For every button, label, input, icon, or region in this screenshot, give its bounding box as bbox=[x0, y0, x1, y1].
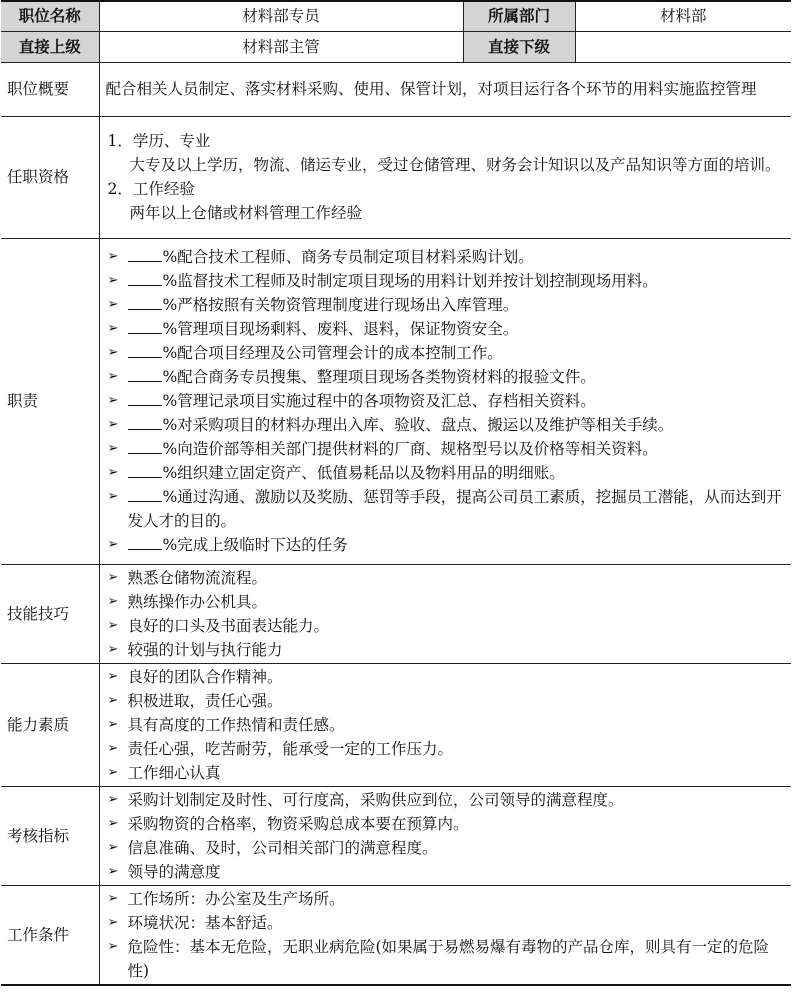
arrow-bullet-icon: ➢ bbox=[107, 692, 119, 708]
list-item-text: %组织建立固定资产、低值易耗品以及物料用品的明细账。 bbox=[162, 464, 565, 482]
qualification-heading-education: 1．学历、专业 bbox=[107, 132, 211, 150]
arrow-bullet-icon: ➢ bbox=[107, 617, 119, 633]
list-item-text: %通过沟通、激励以及奖励、惩罚等手段，提高公司员工素质，挖掘员工潜能，从而达到开发人才的目的。 bbox=[127, 488, 782, 530]
list-item-text: 危险性：基本无危险，无职业病危险(如果属于易燃易爆有毒物的产品仓库，则具有一定的危险性) bbox=[127, 937, 770, 980]
conditions-list bbox=[99, 885, 791, 985]
list-item-text: %配合商务专员搜集、整理项目现场各类物资材料的报验文件。 bbox=[162, 368, 596, 386]
header-row-1 bbox=[1, 1, 791, 31]
skills-row bbox=[1, 564, 791, 663]
arrow-bullet-icon: ➢ bbox=[107, 369, 119, 384]
superior-label: 直接上级 bbox=[1, 31, 99, 62]
arrow-bullet-icon: ➢ bbox=[107, 489, 119, 504]
list-item bbox=[106, 665, 786, 689]
percentage-blank bbox=[128, 245, 162, 262]
list-item bbox=[106, 836, 786, 860]
competencies-label: 能力素质 bbox=[1, 663, 99, 786]
list-item bbox=[106, 461, 786, 485]
conditions-row bbox=[1, 885, 791, 985]
competencies-row bbox=[1, 663, 791, 786]
list-item bbox=[106, 761, 786, 785]
list-item bbox=[106, 935, 786, 983]
department-value: 材料部 bbox=[575, 1, 791, 31]
list-item bbox=[106, 911, 786, 935]
department-label: 所属部门 bbox=[463, 1, 575, 31]
arrow-bullet-icon: ➢ bbox=[107, 569, 119, 585]
list-item bbox=[106, 293, 786, 317]
list-item bbox=[106, 485, 786, 533]
arrow-bullet-icon: ➢ bbox=[107, 740, 119, 756]
arrow-bullet-icon: ➢ bbox=[107, 273, 119, 288]
arrow-bullet-icon: ➢ bbox=[107, 465, 119, 480]
list-item-text: %对采购项目的材料办理出入库、验收、盘点、搬运以及维护等相关手续。 bbox=[162, 416, 674, 434]
percentage-blank bbox=[128, 269, 162, 286]
kpis-label: 考核指标 bbox=[1, 786, 99, 885]
subordinate-label: 直接下级 bbox=[463, 31, 575, 62]
list-item bbox=[106, 689, 786, 713]
list-item bbox=[106, 317, 786, 341]
overview-row bbox=[1, 62, 791, 116]
arrow-bullet-icon: ➢ bbox=[107, 890, 119, 906]
list-item-text: 工作细心认真 bbox=[127, 763, 221, 782]
arrow-bullet-icon: ➢ bbox=[107, 815, 119, 831]
arrow-bullet-icon: ➢ bbox=[107, 321, 119, 336]
qualifications-content bbox=[99, 116, 791, 238]
arrow-bullet-icon: ➢ bbox=[107, 393, 119, 408]
list-item bbox=[106, 437, 786, 461]
position-name-value: 材料部专员 bbox=[99, 1, 463, 31]
arrow-bullet-icon: ➢ bbox=[107, 839, 119, 855]
list-item-text: 熟练操作办公机具。 bbox=[127, 592, 268, 611]
percentage-blank bbox=[128, 533, 162, 550]
arrow-bullet-icon: ➢ bbox=[107, 641, 119, 657]
arrow-bullet-icon: ➢ bbox=[107, 764, 119, 780]
list-item bbox=[106, 737, 786, 761]
arrow-bullet-icon: ➢ bbox=[107, 249, 119, 264]
list-item-text: 熟悉仓储物流流程。 bbox=[127, 568, 268, 587]
percentage-blank bbox=[128, 413, 162, 430]
percentage-blank bbox=[128, 437, 162, 454]
list-item bbox=[106, 341, 786, 365]
list-item-text: 较强的计划与执行能力 bbox=[127, 640, 283, 659]
list-item bbox=[106, 413, 786, 437]
subordinate-value bbox=[575, 31, 791, 62]
list-item bbox=[106, 788, 786, 812]
list-item-text: 具有高度的工作热情和责任感。 bbox=[127, 715, 345, 734]
list-item-text: 环境状况：基本舒适。 bbox=[127, 913, 283, 932]
list-item bbox=[106, 590, 786, 614]
conditions-label: 工作条件 bbox=[1, 885, 99, 985]
header-row-2 bbox=[1, 31, 791, 62]
list-item bbox=[106, 533, 786, 557]
list-item bbox=[106, 887, 786, 911]
list-item-text: %管理项目现场剩料、废料、退料，保证物资安全。 bbox=[162, 320, 519, 338]
duties-row bbox=[1, 238, 791, 564]
arrow-bullet-icon: ➢ bbox=[107, 914, 119, 930]
list-item bbox=[106, 389, 786, 413]
list-item bbox=[106, 269, 786, 293]
arrow-bullet-icon: ➢ bbox=[107, 417, 119, 432]
arrow-bullet-icon: ➢ bbox=[107, 863, 119, 879]
arrow-bullet-icon: ➢ bbox=[107, 593, 119, 609]
arrow-bullet-icon: ➢ bbox=[107, 716, 119, 732]
list-item-text: %完成上级临时下达的任务 bbox=[162, 536, 348, 554]
percentage-blank bbox=[128, 317, 162, 334]
percentage-blank bbox=[128, 365, 162, 382]
list-item-text: %向造价部等相关部门提供材料的厂商、规格型号以及价格等相关资料。 bbox=[162, 440, 658, 458]
qualification-text-education: 大专及以上学历，物流、储运专业，受过仓储管理、财务会计知识以及产品知识等方面的培训。 bbox=[129, 156, 781, 174]
overview-label: 职位概要 bbox=[1, 62, 99, 116]
list-item-text: 采购计划制定及时性、可行度高，采购供应到位，公司领导的满意程度。 bbox=[127, 790, 624, 809]
list-item-text: %监督技术工程师及时制定项目现场的用料计划并按计划控制现场用料。 bbox=[162, 272, 658, 290]
kpis-row bbox=[1, 786, 791, 885]
arrow-bullet-icon: ➢ bbox=[107, 297, 119, 312]
percentage-blank bbox=[128, 341, 162, 358]
percentage-blank bbox=[128, 293, 162, 310]
arrow-bullet-icon: ➢ bbox=[107, 668, 119, 684]
list-item-text: %配合项目经理及公司管理会计的成本控制工作。 bbox=[162, 344, 503, 362]
percentage-blank bbox=[128, 461, 162, 478]
list-item-text: %严格按照有关物资管理制度进行现场出入库管理。 bbox=[162, 296, 519, 314]
list-item bbox=[106, 566, 786, 590]
kpis-list bbox=[99, 786, 791, 885]
list-item bbox=[106, 245, 786, 269]
list-item-text: 责任心强，吃苦耐劳，能承受一定的工作压力。 bbox=[127, 739, 454, 758]
percentage-blank bbox=[128, 485, 162, 502]
qualifications-row bbox=[1, 116, 791, 238]
arrow-bullet-icon: ➢ bbox=[107, 791, 119, 807]
qualification-heading-experience: 2．工作经验 bbox=[107, 180, 195, 198]
arrow-bullet-icon: ➢ bbox=[107, 441, 119, 456]
list-item-text: 良好的团队合作精神。 bbox=[127, 667, 283, 686]
skills-list bbox=[99, 564, 791, 663]
arrow-bullet-icon: ➢ bbox=[107, 345, 119, 360]
list-item bbox=[106, 812, 786, 836]
superior-value: 材料部主管 bbox=[99, 31, 463, 62]
arrow-bullet-icon: ➢ bbox=[107, 537, 119, 552]
list-item-text: 良好的口头及书面表达能力。 bbox=[127, 616, 330, 635]
position-name-label: 职位名称 bbox=[1, 1, 99, 31]
list-item-text: 工作场所：办公室及生产场所。 bbox=[127, 889, 345, 908]
qualification-text-experience: 两年以上仓储或材料管理工作经验 bbox=[129, 204, 363, 222]
list-item-text: %配合技术工程师、商务专员制定项目材料采购计划。 bbox=[162, 248, 534, 266]
list-item bbox=[106, 365, 786, 389]
list-item-text: %管理记录项目实施过程中的各项物资及汇总、存档相关资料。 bbox=[162, 392, 596, 410]
list-item-text: 领导的满意度 bbox=[127, 862, 221, 881]
duties-label: 职责 bbox=[1, 238, 99, 564]
job-description-table bbox=[1, 0, 791, 986]
competencies-list bbox=[99, 663, 791, 786]
list-item bbox=[106, 614, 786, 638]
list-item bbox=[106, 713, 786, 737]
list-item-text: 积极进取，责任心强。 bbox=[127, 691, 283, 710]
skills-label: 技能技巧 bbox=[1, 564, 99, 663]
percentage-blank bbox=[128, 389, 162, 406]
qualifications-label: 任职资格 bbox=[1, 116, 99, 238]
list-item-text: 信息准确、及时，公司相关部门的满意程度。 bbox=[127, 838, 438, 857]
list-item-text: 采购物资的合格率，物资采购总成本要在预算内。 bbox=[127, 814, 469, 833]
arrow-bullet-icon: ➢ bbox=[107, 938, 119, 954]
duties-list bbox=[99, 238, 791, 564]
list-item bbox=[106, 638, 786, 662]
overview-text: 配合相关人员制定、落实材料采购、使用、保管计划，对项目运行各个环节的用料实施监控管理 bbox=[99, 62, 791, 116]
list-item bbox=[106, 860, 786, 884]
